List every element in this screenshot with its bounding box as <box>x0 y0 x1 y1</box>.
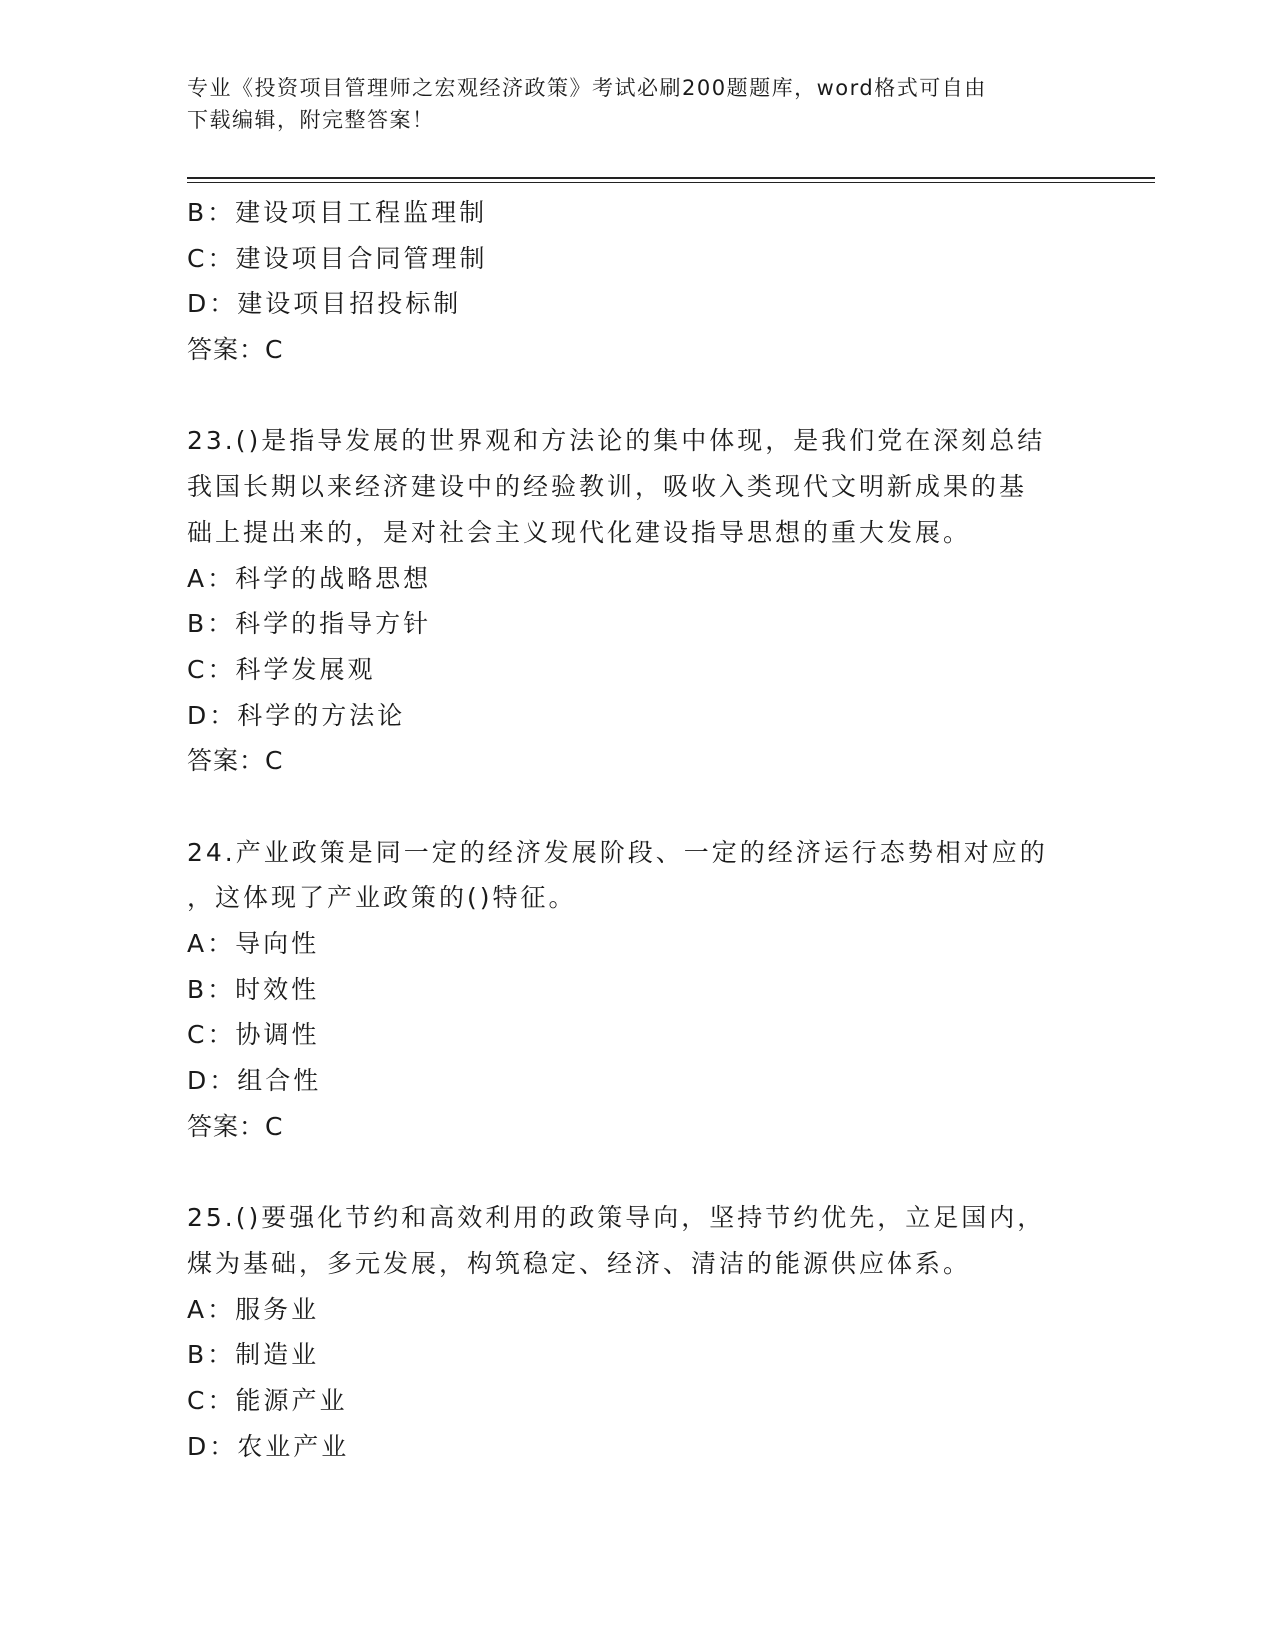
option-d: D：组合性 <box>187 1066 322 1096</box>
option-b: B：制造业 <box>187 1340 320 1370</box>
option-d: D：建设项目招投标制 <box>187 289 462 319</box>
option-d: D：科学的方法论 <box>187 700 406 730</box>
question-text-line: 25.()要强化节约和高效利用的政策导向，坚持节约优先，立足国内， <box>187 1203 1046 1233</box>
spacer <box>187 373 1087 419</box>
spacer <box>187 1149 1087 1195</box>
option-c: C：科学发展观 <box>187 654 376 684</box>
question-text-line: 煤为基础，多元发展，构筑稳定、经济、清洁的能源供应体系。 <box>187 1248 972 1278</box>
option-a: A：服务业 <box>187 1294 320 1324</box>
option-b: B：建设项目工程监理制 <box>187 198 488 227</box>
document-header <box>187 72 1077 136</box>
spacer <box>187 784 1087 830</box>
option-a: A：科学的战略思想 <box>187 563 432 593</box>
answer-line: 答案：C <box>187 746 284 776</box>
answer-line: 答案：C <box>187 1111 284 1141</box>
question-text-line: ，这体现了产业政策的()特征。 <box>187 883 577 913</box>
question-text-line: 础上提出来的，是对社会主义现代化建设指导思想的重大发展。 <box>187 517 972 547</box>
option-c: C：建设项目合同管理制 <box>187 243 488 273</box>
header-divider-thin <box>187 182 1155 183</box>
header-divider-thick <box>187 177 1155 179</box>
header-line-1: 专业《投资项目管理师之宏观经济政策》考试必刷200题题库，word格式可自由 <box>187 76 987 100</box>
option-a: A：导向性 <box>187 929 320 958</box>
option-c: C：能源产业 <box>187 1385 348 1415</box>
option-b: B：时效性 <box>187 974 320 1004</box>
option-c: C：协调性 <box>187 1020 320 1050</box>
header-line-2: 下载编辑，附完整答案！ <box>187 108 435 132</box>
question-text-line: 23.()是指导发展的世界观和方法论的集中体现，是我们党在深刻总结 <box>187 426 1046 456</box>
answer-line: 答案：C <box>187 335 284 365</box>
option-b: B：科学的指导方针 <box>187 609 432 639</box>
question-text-line: 我国长期以来经济建设中的经验教训，吸收入类现代文明新成果的基 <box>187 472 1028 502</box>
document-body <box>187 190 1087 1469</box>
option-d: D：农业产业 <box>187 1431 350 1461</box>
question-text-line: 24.产业政策是同一定的经济发展阶段、一定的经济运行态势相对应的 <box>187 837 1048 867</box>
